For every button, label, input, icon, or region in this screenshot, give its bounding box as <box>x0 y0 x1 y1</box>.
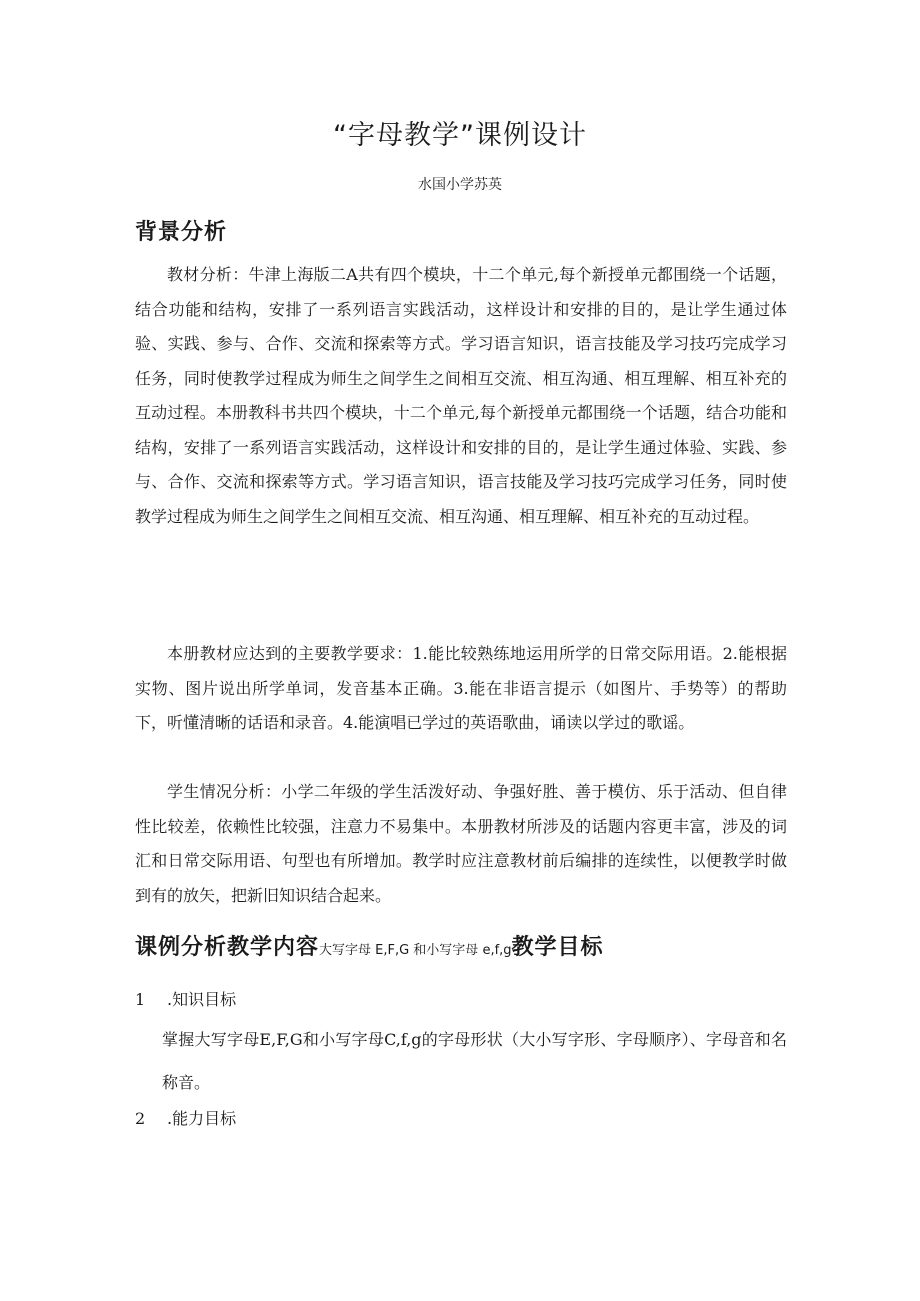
list-item-ability-goal <box>135 1107 236 1131</box>
document-title: “字母教学”课例设计 <box>333 120 587 151</box>
list-label: .知识目标 <box>167 990 237 1009</box>
section-heading-background: 背景分析 <box>135 220 228 245</box>
document-author: 水国小学苏英 <box>418 177 502 193</box>
paragraph-textbook-analysis: 教材分析：牛津上海版二A共有四个模块，十二个单元,每个新授单元都围绕一个话题，结合功能和结构，安排了一系列语言实践活动，这样设计和安排的目的，是让学生通过体验、实践、参与、合作、交流和探索等方式。学习语言知识，语言技能及学习技巧完成学习任务，同时使教学过程成为师生之间学生之间相互交流、相互沟通、相互理解、相互补充的互动过程。本册教科书共四个模块，十二个单元,每个新授单元都围绕一个话题，结合功能和结构，安排了一系列语言实践活动，这样设计和安排的目的，是让学生通过体验、实践、参与、合作、交流和探索等方式。学习语言知识，语言技能及学习技巧完成学习任务，同时使教学过程成为师生之间学生之间相互交流、相互沟通、相互理解、相互补充的互动过程。 <box>135 265 787 526</box>
list-label: .能力目标 <box>167 1109 237 1128</box>
paragraph-teaching-requirements: 本册教材应达到的主要教学要求：1.能比较熟练地运用所学的日常交际用语。2.能根据实物、图片说出所学单词，发音基本正确。3.能在非语言提示（如图片、手势等）的帮助下，听懂清晰的话语和录音。4.能演唱已学过的英语歌曲，诵读以学过的歌谣。 <box>135 644 787 732</box>
paragraph-student-analysis: 学生情况分析：小学二年级的学生活泼好动、争强好胜、善于模仿、乐于活动、但自律性比较差，依赖性比较强，注意力不易集中。本册教材所涉及的话题内容更丰富，涉及的词汇和日常交际用语、句型也有所增加。教学时应注意教材前后编排的连续性，以便教学时做到有的放矢，把新旧知识结合起来。 <box>135 782 787 905</box>
list-item-knowledge-goal <box>135 988 236 1012</box>
section-heading-lesson-content: 大写字母 E,F,G 和小写字母 e,f,g <box>319 943 512 958</box>
list-number: 1 <box>135 990 146 1009</box>
knowledge-goal-text: 掌握大写字母E,F,G和小写字母C,f,g的字母形状（大小写字形、字母顺序）、字母音和名称音。 <box>162 1030 787 1092</box>
section-heading-lesson <box>135 933 604 966</box>
section-heading-lesson-part1: 课例分析教学内容 <box>135 935 320 960</box>
list-number: 2 <box>135 1109 146 1128</box>
section-heading-lesson-goals: 教学目标 <box>511 935 604 960</box>
